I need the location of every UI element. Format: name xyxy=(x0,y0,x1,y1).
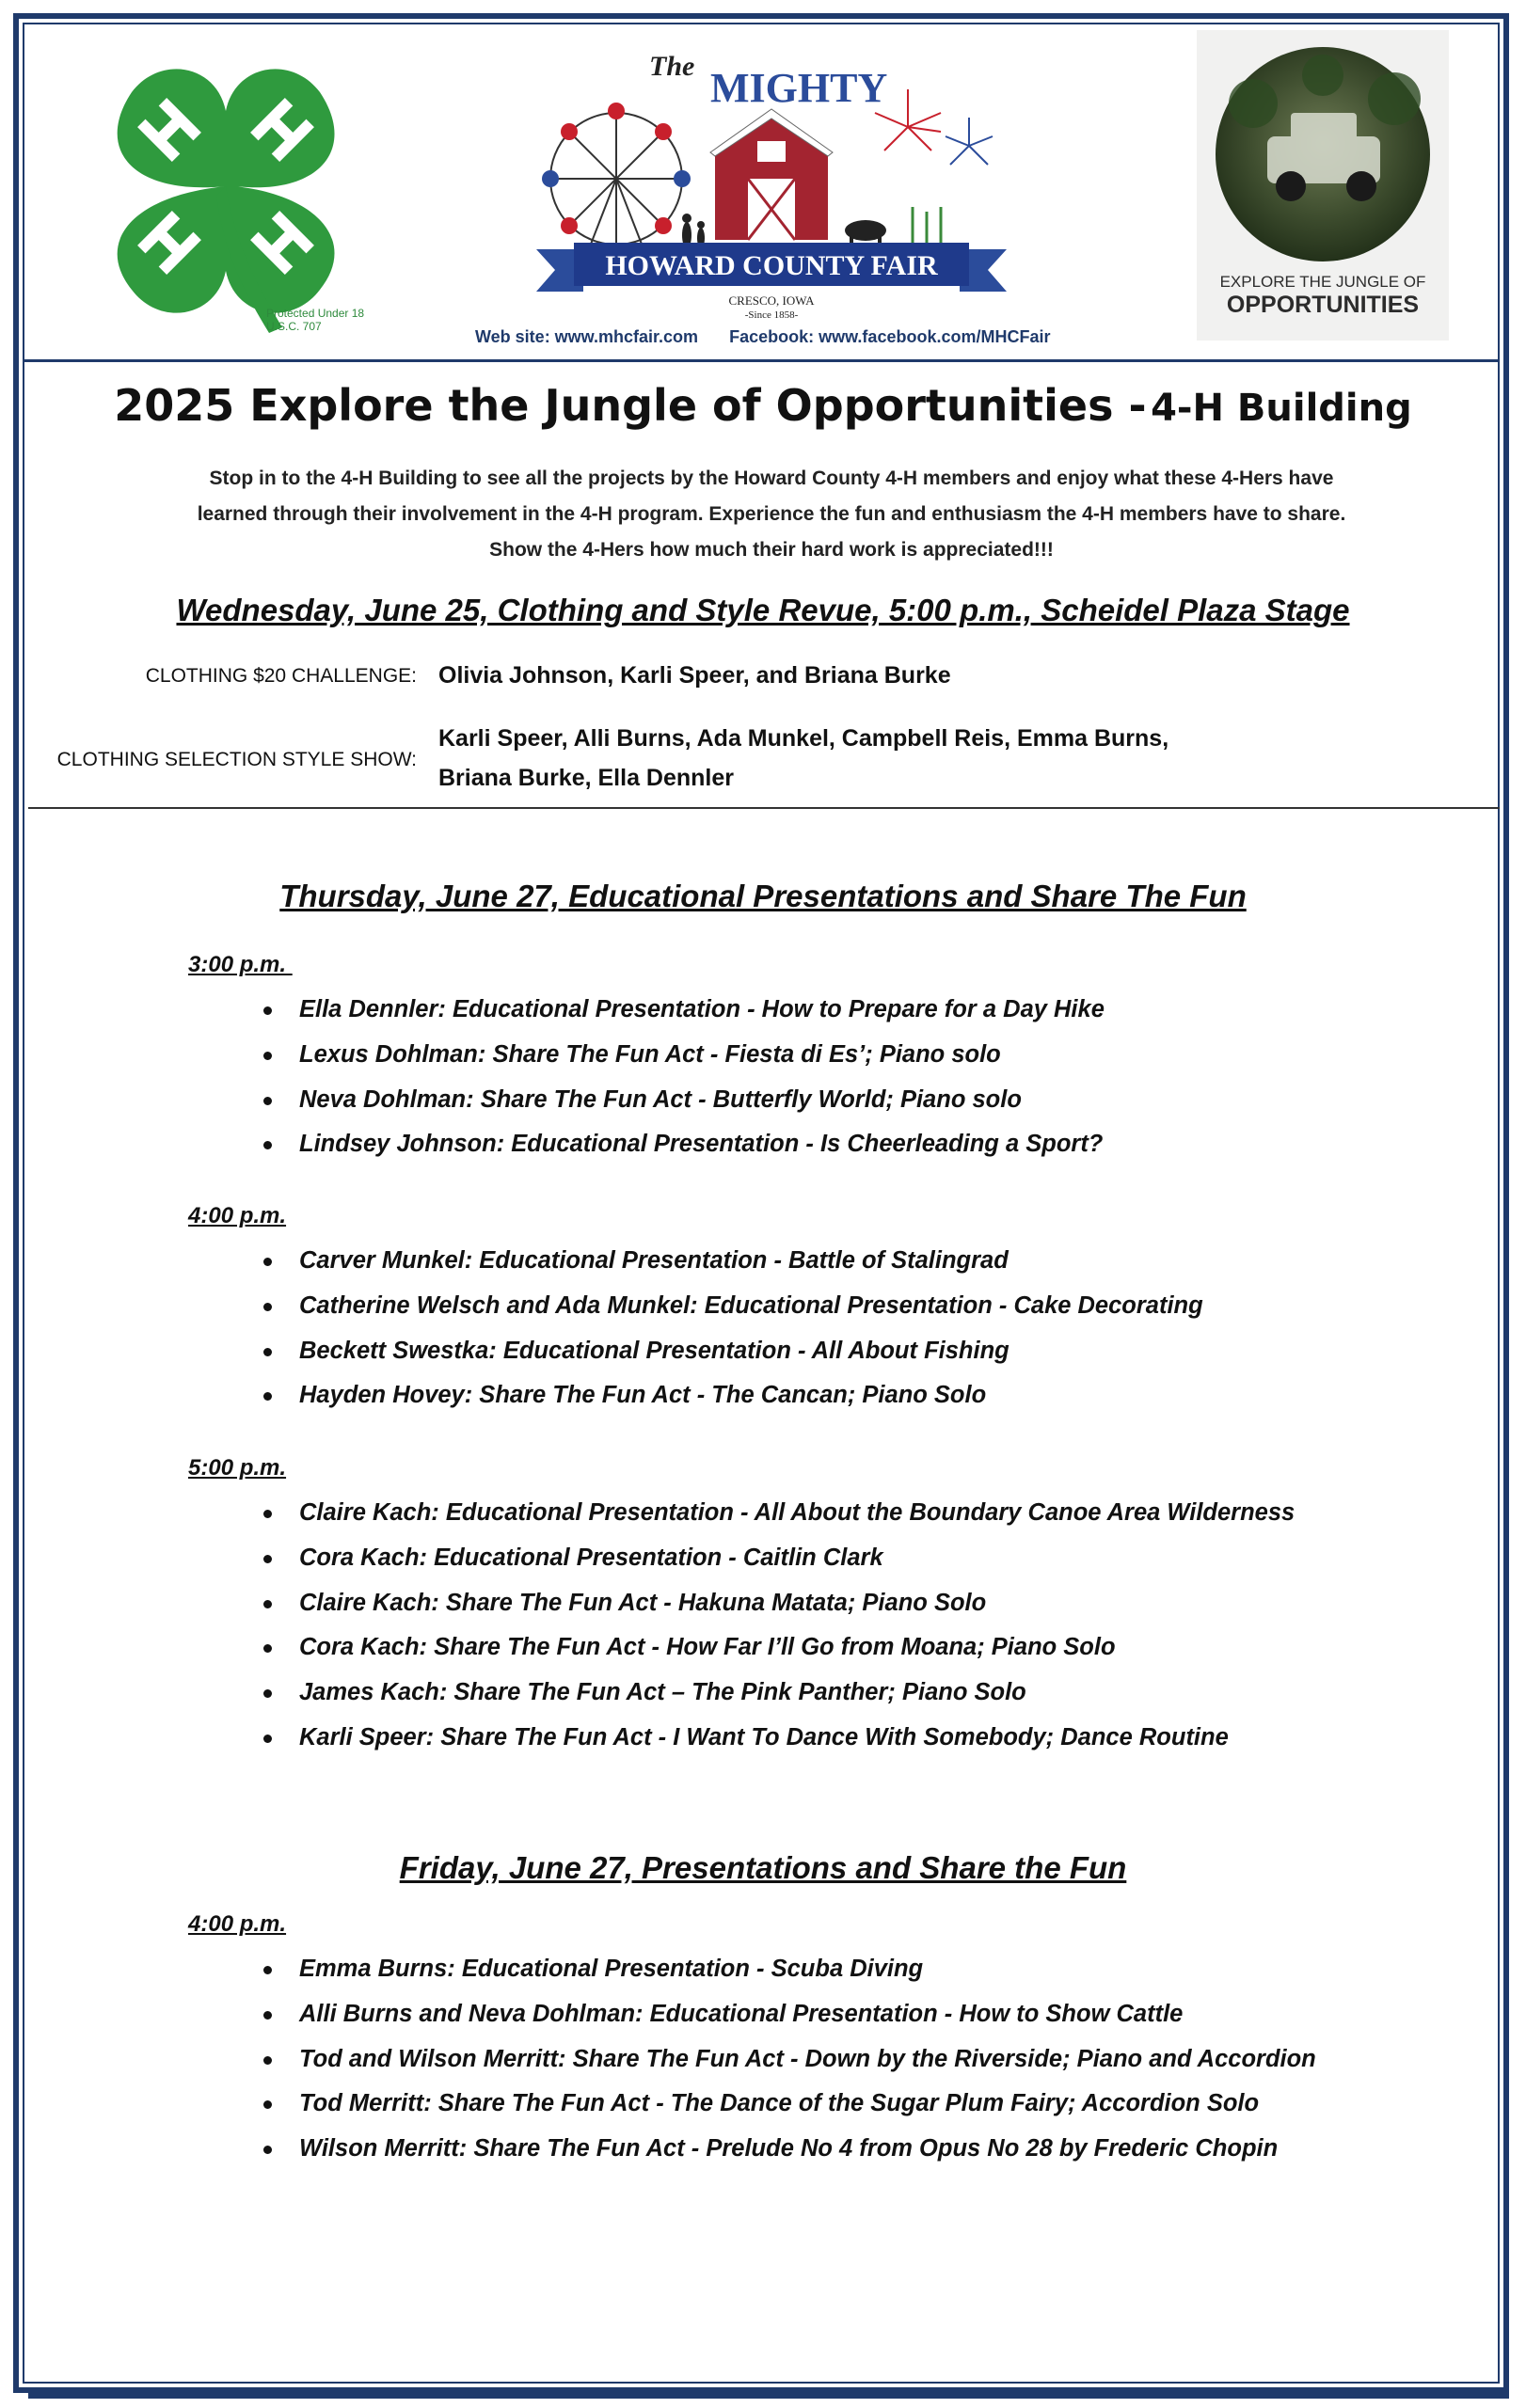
page-title-main: 2025 Explore the Jungle of Opportunities - xyxy=(114,380,1147,431)
list-item-text: Lexus Dohlman: Share The Fun Act - Fiesta di Es’; Piano solo xyxy=(299,1040,1001,1068)
bullet-icon xyxy=(263,1966,272,1974)
website-link[interactable]: Web site: www.mhcfair.com xyxy=(475,327,699,346)
list-item-text: Cora Kach: Share The Fun Act - How Far I’ll Go from Moana; Piano Solo xyxy=(299,1634,1116,1661)
friday-heading: Friday, June 27, Presentations and Share the Fun xyxy=(399,1850,1127,1885)
list-item xyxy=(254,1125,1105,1170)
schedule-list xyxy=(254,1242,1203,1421)
list-item xyxy=(254,1242,1203,1287)
list-item xyxy=(254,1494,1295,1539)
list-item-text: Karli Speer: Share The Fun Act - I Want To Dance With Somebody; Dance Routine xyxy=(299,1723,1229,1751)
header-divider xyxy=(23,359,1500,362)
bullet-icon xyxy=(263,1689,272,1698)
bullet-icon xyxy=(263,2146,272,2154)
thursday-heading: Thursday, June 27, Educational Presentations and Share The Fun xyxy=(279,879,1247,913)
page-title xyxy=(0,380,1526,431)
bullet-icon xyxy=(263,2056,272,2065)
list-item-text: Catherine Welsch and Ada Munkel: Educational Presentation - Cake Decorating xyxy=(299,1291,1203,1319)
bullet-icon xyxy=(263,1600,272,1608)
list-item xyxy=(254,1950,1316,1995)
time-slot: 3:00 p.m. xyxy=(188,952,293,977)
clothing-challenge-label: CLOTHING $20 CHALLENGE: xyxy=(145,665,417,687)
list-item-text: Tod Merritt: Share The Fun Act - The Dance of the Sugar Plum Fairy; Accordion Solo xyxy=(299,2090,1260,2117)
intro-line: learned through their involvement in the 4-H program. Experience the fun and enthusiasm the 4-H members have to share. xyxy=(197,503,1346,525)
fair-logo-since: -Since 1858- xyxy=(744,309,799,320)
schedule-list xyxy=(254,990,1105,1170)
list-item-text: Ella Dennler: Educational Presentation - How to Prepare for a Day Hike xyxy=(299,996,1105,1022)
schedule-list xyxy=(254,1494,1295,1764)
jungle-logo-line1: EXPLORE THE JUNGLE OF xyxy=(1219,273,1426,291)
list-item xyxy=(254,1539,1295,1584)
list-item xyxy=(254,1081,1105,1126)
list-item-text: Hayden Hovey: Share The Fun Act - The Cancan; Piano Solo xyxy=(299,1382,987,1409)
bullet-icon xyxy=(263,2100,272,2109)
list-item-text: Carver Munkel: Educational Presentation - Battle of Stalingrad xyxy=(299,1247,1009,1274)
web-links xyxy=(475,327,1076,347)
style-show-value-line: Briana Burke, Ella Dennler xyxy=(438,765,735,791)
bullet-icon xyxy=(263,1510,272,1518)
list-item xyxy=(254,1332,1203,1377)
fair-logo-the: The xyxy=(649,51,695,82)
list-item xyxy=(254,1036,1105,1081)
list-item xyxy=(254,1376,1203,1421)
fair-logo-banner: HOWARD COUNTY FAIR xyxy=(605,250,938,281)
fair-logo-mighty: MIGHTY xyxy=(710,65,888,111)
list-item-text: James Kach: Share The Fun Act – The Pink Panther; Piano Solo xyxy=(299,1679,1026,1706)
clothing-challenge-value: Olivia Johnson, Karli Speer, and Briana Burke xyxy=(438,662,951,689)
bullet-icon xyxy=(263,1735,272,1743)
list-item xyxy=(254,1628,1295,1673)
wednesday-heading: Wednesday, June 25, Clothing and Style Revue, 5:00 p.m., Scheidel Plaza Stage xyxy=(176,593,1350,627)
schedule-list xyxy=(254,1950,1316,2175)
bullet-icon xyxy=(263,1006,272,1015)
list-item xyxy=(254,1995,1316,2040)
bullet-icon xyxy=(263,1392,272,1401)
explore-jungle-logo xyxy=(1197,30,1449,341)
bullet-icon xyxy=(263,1097,272,1105)
style-show-label: CLOTHING SELECTION STYLE SHOW: xyxy=(56,749,417,770)
howard-county-fair-logo xyxy=(527,38,1016,320)
time-slot: 5:00 p.m. xyxy=(188,1455,287,1481)
list-item xyxy=(254,2130,1316,2175)
intro-line: Stop in to the 4-H Building to see all the projects by the Howard County 4-H members and enjoy what these 4-Hers have xyxy=(209,467,1334,489)
list-item xyxy=(254,1719,1295,1764)
bullet-icon xyxy=(263,1303,272,1311)
list-item xyxy=(254,990,1105,1036)
list-item-text: Neva Dohlman: Share The Fun Act - Butterfly World; Piano solo xyxy=(299,1085,1022,1113)
barn-icon xyxy=(710,109,833,240)
list-item-text: Claire Kach: Share The Fun Act - Hakuna Matata; Piano Solo xyxy=(299,1589,987,1616)
list-item-text: Emma Burns: Educational Presentation - Scuba Diving xyxy=(299,1956,924,1982)
list-item-text: Wilson Merritt: Share The Fun Act - Prelude No 4 from Opus No 28 by Frederic Chopin xyxy=(299,2135,1279,2162)
list-item-text: Lindsey Johnson: Educational Presentation - Is Cheerleading a Sport? xyxy=(299,1131,1104,1158)
intro-line: Show the 4-Hers how much their hard work is appreciated!!! xyxy=(489,539,1054,561)
list-item-text: Claire Kach: Educational Presentation - All About the Boundary Canoe Area Wilderness xyxy=(299,1499,1296,1526)
four-h-clover-logo xyxy=(94,55,367,337)
bullet-icon xyxy=(263,2011,272,2020)
bullet-icon xyxy=(263,1052,272,1060)
list-item xyxy=(254,2084,1316,2130)
style-show-value xyxy=(438,719,1168,798)
list-item xyxy=(254,1287,1203,1332)
list-item xyxy=(254,1673,1295,1719)
protected-notice: Protected Under 18 U.S.C. 707 xyxy=(266,307,365,333)
list-item-text: Alli Burns and Neva Dohlman: Educational Presentation - How to Show Cattle xyxy=(299,2000,1184,2027)
bullet-icon xyxy=(263,1644,272,1653)
fair-logo-location: CRESCO, IOWA xyxy=(728,293,815,308)
fireworks-icon xyxy=(875,89,993,165)
list-item-text: Beckett Swestka: Educational Presentation - All About Fishing xyxy=(299,1337,1009,1364)
list-item xyxy=(254,1584,1295,1629)
bullet-icon xyxy=(263,1141,272,1149)
jungle-logo-line2: OPPORTUNITIES xyxy=(1226,292,1420,318)
style-show-value-line: Karli Speer, Alli Burns, Ada Munkel, Campbell Reis, Emma Burns, xyxy=(438,725,1169,752)
list-item-text: Tod and Wilson Merritt: Share The Fun Act - Down by the Riverside; Piano and Accordion xyxy=(299,2045,1316,2072)
page-title-sub: 4-H Building xyxy=(1151,387,1412,430)
time-slot: 4:00 p.m. xyxy=(188,1203,287,1228)
page-border-shadow-bottom xyxy=(28,2393,1509,2399)
time-slot: 4:00 p.m. xyxy=(188,1911,287,1937)
bullet-icon xyxy=(263,1258,272,1266)
facebook-link[interactable]: Facebook: www.facebook.com/MHCFair xyxy=(729,327,1051,346)
list-item xyxy=(254,2040,1316,2085)
intro-paragraph xyxy=(113,461,1430,568)
bullet-icon xyxy=(263,1555,272,1563)
jungle-jeep-image xyxy=(1216,47,1430,261)
bullet-icon xyxy=(263,1348,272,1356)
wednesday-divider xyxy=(28,807,1500,809)
list-item-text: Cora Kach: Educational Presentation - Caitlin Clark xyxy=(299,1544,883,1571)
